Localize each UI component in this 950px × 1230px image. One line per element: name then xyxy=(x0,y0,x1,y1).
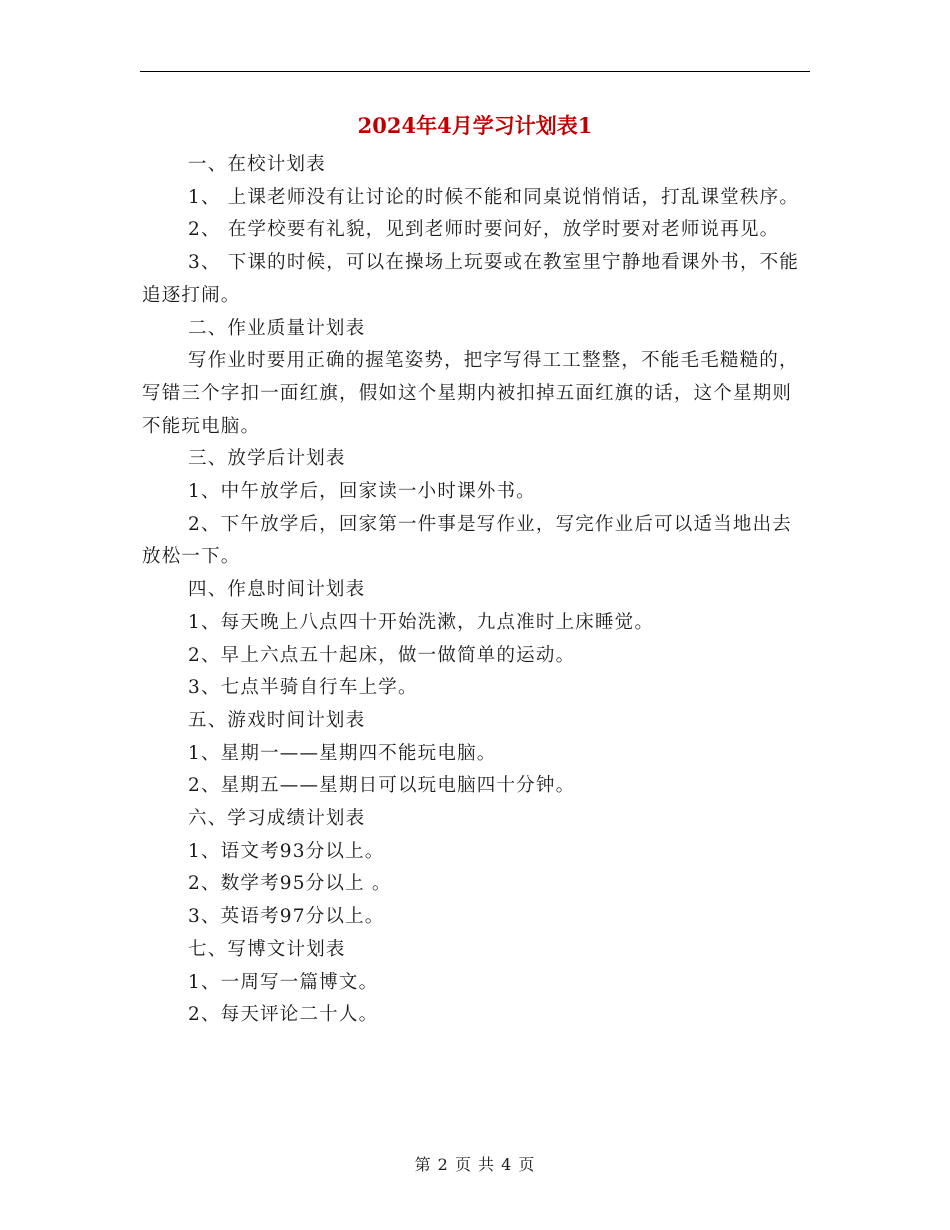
section-heading: 四、作息时间计划表 xyxy=(188,579,366,601)
paragraph: 2、早上六点五十起床，做一做简单的运动。 xyxy=(188,644,576,666)
page-number-footer: 第 2 页 共 4 页 xyxy=(414,1155,536,1174)
header-rule xyxy=(140,71,810,72)
paragraph: 3、英语考97分以上。 xyxy=(188,906,385,928)
paragraph: 3、七点半骑自行车上学。 xyxy=(188,677,418,699)
paragraph: 2、每天评论二十人。 xyxy=(188,1004,379,1026)
paragraph: 1、每天晚上八点四十开始洗漱，九点准时上床睡觉。 xyxy=(188,611,655,633)
paragraph: 1、一周写一篇博文。 xyxy=(188,971,379,993)
paragraph: 1、 上课老师没有让讨论的时候不能和同桌说悄悄话，打乱课堂秩序。 xyxy=(188,186,800,208)
section-heading: 六、学习成绩计划表 xyxy=(188,808,366,830)
paragraph: 1、中午放学后，回家读一小时课外书。 xyxy=(188,481,536,503)
section-heading: 七、写博文计划表 xyxy=(188,938,346,960)
paragraph: 2、数学考95分以上 。 xyxy=(188,873,392,895)
section-heading: 三、放学后计划表 xyxy=(188,448,346,470)
document-title: 2024年4月学习计划表1 xyxy=(357,113,593,138)
paragraph: 2、 在学校要有礼貌，见到老师时要问好，放学时要对老师说再见。 xyxy=(188,219,780,241)
section-heading: 五、游戏时间计划表 xyxy=(188,709,366,731)
paragraph: 2、星期五——星期日可以玩电脑四十分钟。 xyxy=(188,775,576,797)
paragraph: 2、下午放学后，回家第一件事是写作业，写完作业后可以适当地出去放松一下。 xyxy=(142,513,792,568)
paragraph: 写作业时要用正确的握笔姿势，把字写得工工整整，不能毛毛糙糙的，写错三个字扣一面红旗，假如这个星期内被扣掉五面红旗的话，这个星期则不能玩电脑。 xyxy=(142,350,799,437)
paragraph: 1、星期一——星期四不能玩电脑。 xyxy=(188,742,497,764)
section-heading: 一、在校计划表 xyxy=(188,154,326,175)
paragraph: 1、语文考93分以上。 xyxy=(188,840,385,862)
paragraph: 3、 下课的时候，可以在操场上玩耍或在教室里宁静地看课外书，不能追逐打闹。 xyxy=(142,252,800,306)
document-body xyxy=(142,149,810,1032)
section-heading: 二、作业质量计划表 xyxy=(188,317,366,339)
